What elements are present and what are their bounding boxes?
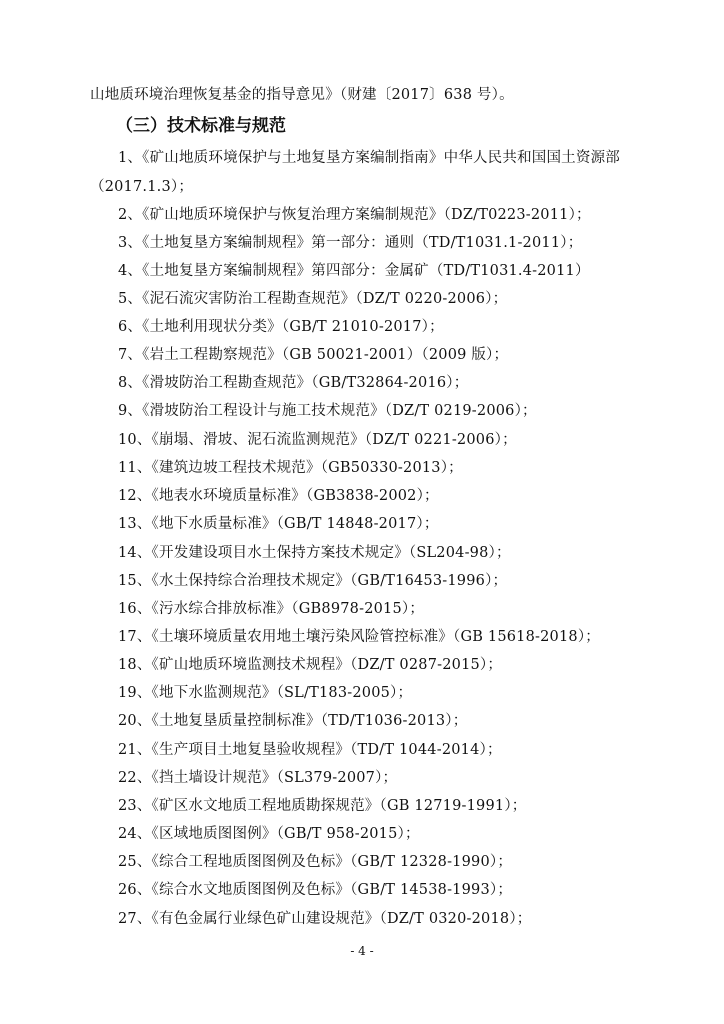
reference-item-27: 27、《有色金属行业绿色矿山建设规范》（DZ/T 0320-2018）； (118, 911, 532, 927)
reference-item-19: 19、《地下水监测规范》（SL/T183-2005）； (118, 685, 413, 701)
page-number: - 4 - (350, 944, 374, 958)
reference-item-17: 17、《土壤环境质量农用地土壤污染风险管控标准》（GB 15618-2018）； (118, 629, 600, 645)
reference-item-14: 14、《开发建设项目水土保持方案技术规定》（SL204-98）； (118, 545, 511, 561)
reference-item-16: 16、《污水综合排放标准》（GB8978-2015）； (118, 601, 425, 617)
reference-item-8: 8、《滑坡防治工程勘查规范》（GB/T32864-2016）； (118, 375, 469, 391)
reference-item-22: 22、《挡土墙设计规范》（SL379-2007）； (118, 770, 398, 786)
reference-item-25: 25、《综合工程地质图图例及色标》（GB/T 12328-1990）； (118, 854, 513, 870)
reference-item-23: 23、《矿区水文地质工程地质勘探规范》（GB 12719-1991）； (118, 798, 527, 814)
reference-item-11: 11、《建筑边坡工程技术规范》（GB50330-2013）； (118, 460, 463, 476)
section-heading: （三）技术标准与规范 (116, 116, 286, 136)
reference-item-1: 1、《矿山地质环境保护与土地复垦方案编制指南》中华人民共和国国土资源部 (118, 150, 620, 166)
intro-line: 山地质环境治理恢复基金的指导意见》（财建〔2017〕638 号）。 (90, 87, 514, 103)
reference-item-5: 5、《泥石流灾害防治工程勘查规范》（DZ/T 0220-2006）； (118, 291, 508, 307)
reference-item-4: 4、《土地复垦方案编制规程》第四部分：金属矿（TD/T1031.4-2011） (118, 263, 590, 279)
reference-item-10: 10、《崩塌、滑坡、泥石流监测规范》（DZ/T 0221-2006）； (118, 432, 517, 448)
reference-item-15: 15、《水土保持综合治理技术规定》（GB/T16453-1996）； (118, 573, 508, 589)
reference-item-21: 21、《生产项目土地复垦验收规程》（TD/T 1044-2014）； (118, 742, 502, 758)
reference-item-24: 24、《区域地质图图例》（GB/T 958-2015）； (118, 826, 420, 842)
reference-item-12: 12、《地表水环境质量标准》（GB3838-2002）； (118, 488, 439, 504)
reference-item-1-continuation: （2017.1.3）； (90, 179, 194, 195)
reference-item-7: 7、《岩土工程勘察规范》（GB 50021-2001）（2009 版）； (118, 347, 509, 363)
reference-item-6: 6、《土地利用现状分类》（GB/T 21010-2017）； (118, 319, 444, 335)
reference-item-20: 20、《土地复垦质量控制标准》（TD/T1036-2013）； (118, 713, 468, 729)
reference-item-9: 9、《滑坡防治工程设计与施工技术规范》（DZ/T 0219-2006）； (118, 403, 537, 419)
reference-item-13: 13、《地下水质量标准》（GB/T 14848-2017）； (118, 516, 439, 532)
reference-item-3: 3、《土地复垦方案编制规程》第一部分：通则（TD/T1031.1-2011）； (118, 235, 583, 251)
reference-item-18: 18、《矿山地质环境监测技术规程》（DZ/T 0287-2015）； (118, 657, 503, 673)
reference-item-26: 26、《综合水文地质图图例及色标》（GB/T 14538-1993）； (118, 882, 513, 898)
reference-item-2: 2、《矿山地质环境保护与恢复治理方案编制规范》（DZ/T0223-2011）； (118, 207, 591, 223)
